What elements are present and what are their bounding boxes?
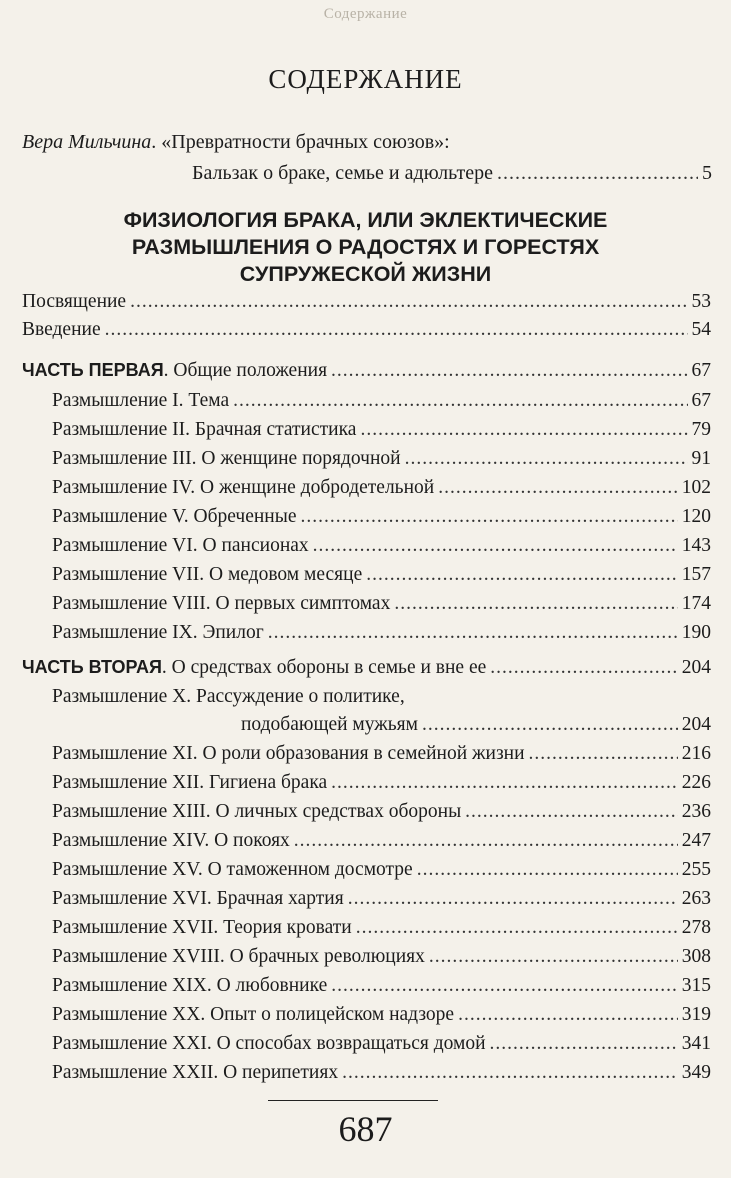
toc-entry [52, 888, 711, 916]
entry-page: 263 [681, 888, 711, 909]
toc-entry [52, 1004, 711, 1032]
entry-label: Посвящение [22, 291, 127, 312]
part-subtitle: . О средствах обороны в семье и вне ее [161, 657, 487, 678]
entry-label: Размышление XV. О таможенном досмотре [52, 859, 413, 880]
entry-page: 247 [681, 830, 711, 851]
page-title: СОДЕРЖАНИЕ [268, 64, 463, 94]
entry-page: 174 [681, 593, 711, 614]
entry-page: 315 [681, 975, 711, 996]
leader-dots [331, 772, 678, 794]
entry-page: 349 [681, 1062, 711, 1083]
leader-dots [130, 291, 687, 313]
entry-page: 278 [681, 917, 711, 938]
toc-entry [52, 564, 711, 592]
intro-author: Вера Мильчина [22, 131, 152, 153]
section-heading-line3: СУПРУЖЕСКОЙ ЖИЗНИ [239, 262, 492, 286]
entry-label: Размышление XIX. О любовнике [52, 975, 328, 996]
leader-dots [331, 360, 687, 382]
leader-dots [233, 390, 687, 412]
entry-page: 143 [681, 535, 711, 556]
toc-entry [52, 477, 711, 505]
toc-entry [52, 535, 711, 563]
intro-entry-line2 [192, 162, 712, 185]
toc-entry-x-line2 [241, 714, 711, 742]
entry-label: Размышление XVI. Брачная хартия [52, 888, 344, 909]
leader-dots [405, 448, 688, 470]
entry-label: Размышление II. Брачная статистика [52, 419, 357, 440]
page-number: 687 [338, 1109, 393, 1149]
entry-label: Введение [22, 319, 101, 340]
toc-entry-x-line1: Размышление X. Рассуждение о политике, [52, 686, 405, 707]
toc-entry [52, 772, 711, 800]
entry-page: 216 [681, 743, 711, 764]
entry-label: Размышление XX. Опыт о полицейском надзоре [52, 1004, 455, 1025]
toc-entry [52, 506, 711, 534]
toc-entry [52, 946, 711, 974]
part-label [22, 657, 486, 679]
entry-label: Размышление XII. Гигиена брака [52, 772, 328, 793]
section-heading-line2: РАЗМЫШЛЕНИЯ О РАДОСТЯХ И ГОРЕСТЯХ [131, 235, 600, 259]
toc-entry [52, 1033, 711, 1061]
footer-rule [268, 1100, 438, 1101]
entry-label: Размышление XIII. О личных средствах обороны [52, 801, 462, 822]
entry-label: Размышление XI. О роли образования в семейной жизни [52, 743, 525, 764]
toc-entry-introduction [22, 319, 711, 347]
part-name: ЧАСТЬ ПЕРВАЯ [22, 360, 164, 380]
leader-dots [294, 830, 678, 852]
toc-entry [52, 622, 711, 650]
intro-title-line2: Бальзак о браке, семье и адюльтере [192, 162, 493, 184]
entry-page: 226 [681, 772, 711, 793]
entry-label: Размышление III. О женщине порядочной [52, 448, 401, 469]
toc-entry [52, 448, 711, 476]
entry-page: 308 [681, 946, 711, 967]
entry-label: Размышление V. Обреченные [52, 506, 297, 527]
entry-label: Размышление IV. О женщине добродетельной [52, 477, 435, 498]
entry-page: 319 [681, 1004, 711, 1025]
toc-entry [52, 1062, 711, 1090]
toc-entry [52, 917, 711, 945]
leader-dots [497, 162, 698, 185]
entry-label: Размышление VII. О медовом месяце [52, 564, 363, 585]
entry-page: 341 [681, 1033, 711, 1054]
toc-entry [52, 975, 711, 1003]
leader-dots [348, 888, 678, 910]
entry-page: 102 [681, 477, 711, 498]
entry-label: Размышление VIII. О первых симптомах [52, 593, 391, 614]
entry-page: 204 [681, 714, 711, 735]
part-page: 204 [681, 657, 711, 678]
entry-label: подобающей мужьям [241, 714, 418, 735]
leader-dots [529, 743, 678, 765]
toc-part-one [22, 360, 711, 388]
entry-label: Размышление I. Тема [52, 390, 230, 411]
leader-dots [342, 1062, 678, 1084]
intro-entry-line1: Вера Мильчина. «Превратности брачных союзов»: [22, 131, 450, 153]
leader-dots [490, 657, 677, 679]
leader-dots [331, 975, 678, 997]
entry-page: 120 [681, 506, 711, 527]
leader-dots [422, 714, 678, 736]
part-page: 67 [691, 360, 711, 381]
leader-dots [490, 1033, 678, 1055]
entry-page: 79 [691, 419, 711, 440]
toc-entry [52, 859, 711, 887]
leader-dots [465, 801, 678, 823]
entry-page: 157 [681, 564, 711, 585]
entry-page: 91 [691, 448, 711, 469]
entry-label: Размышление XVII. Теория кровати [52, 917, 352, 938]
leader-dots [458, 1004, 678, 1026]
leader-dots [360, 419, 687, 441]
entry-label: Размышление XXII. О перипетиях [52, 1062, 339, 1083]
entry-page: 255 [681, 859, 711, 880]
toc-entry [52, 419, 711, 447]
section-heading [0, 207, 731, 288]
entry-label: Размышление XVIII. О брачных революциях [52, 946, 425, 967]
toc-entry-dedication [22, 291, 711, 319]
leader-dots [268, 622, 678, 644]
intro-title-line1: «Превратности брачных союзов»: [161, 131, 450, 153]
toc-entry [52, 593, 711, 621]
entry-label: Размышление IX. Эпилог [52, 622, 264, 643]
leader-dots [438, 477, 678, 499]
toc-entry [52, 830, 711, 858]
entry-label: Размышление VI. О пансионах [52, 535, 309, 556]
leader-dots [366, 564, 678, 586]
entry-page: 190 [681, 622, 711, 643]
leader-dots [356, 917, 678, 939]
entry-page: 236 [681, 801, 711, 822]
leader-dots [429, 946, 678, 968]
intro-page: 5 [702, 162, 712, 184]
toc-entry [52, 390, 711, 418]
toc-part-two [22, 657, 711, 685]
part-label [22, 360, 327, 382]
running-head: Содержание [323, 6, 408, 22]
entry-page: 53 [691, 291, 711, 312]
entry-label: Размышление XIV. О покоях [52, 830, 290, 851]
toc-entry [52, 801, 711, 829]
toc-entry [52, 743, 711, 771]
entry-page: 67 [691, 390, 711, 411]
entry-page: 54 [691, 319, 711, 340]
leader-dots [105, 319, 688, 341]
leader-dots [417, 859, 678, 881]
leader-dots [301, 506, 678, 528]
section-heading-line1: ФИЗИОЛОГИЯ БРАКА, ИЛИ ЭКЛЕКТИЧЕСКИЕ [123, 208, 608, 232]
entry-label: Размышление XXI. О способах возвращаться домой [52, 1033, 486, 1054]
part-name: ЧАСТЬ ВТОРАЯ [22, 657, 162, 677]
leader-dots [394, 593, 677, 615]
leader-dots [313, 535, 678, 557]
part-subtitle: . Общие положения [163, 360, 328, 381]
